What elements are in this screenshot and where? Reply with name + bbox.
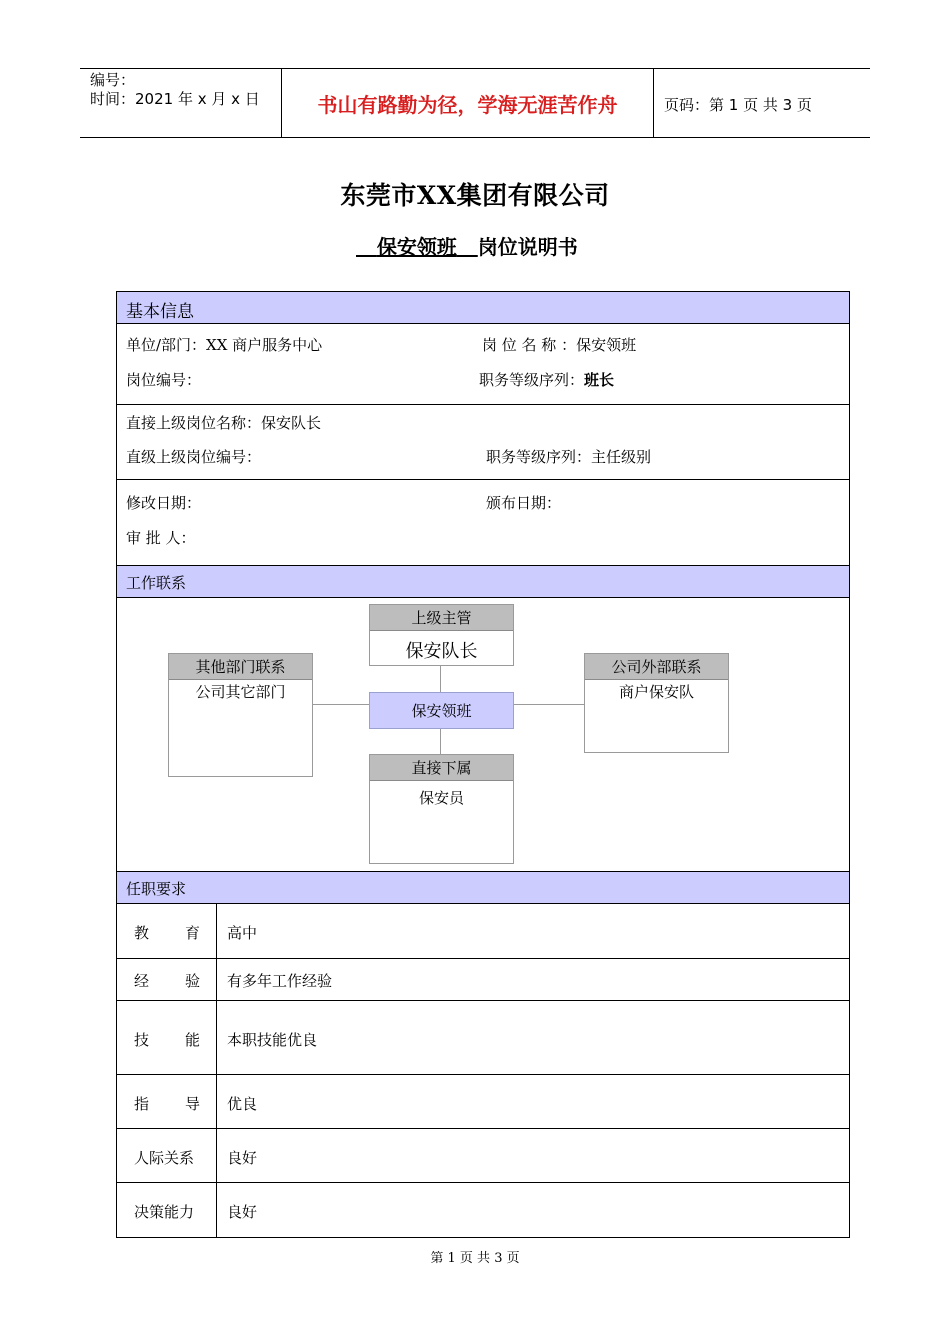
label-char: 能: [184, 1031, 200, 1049]
header-divider: [653, 69, 654, 137]
subordinate-box: [369, 754, 514, 864]
section-title: 工作联系: [126, 574, 187, 592]
section-work-relations: [117, 565, 849, 598]
unit-field: 单位/部门：XX 商户服务中心: [126, 336, 323, 354]
page-header: [80, 68, 870, 138]
time-label: 时间：2021 年 x 月 x 日: [90, 90, 260, 108]
requirement-label-guidance: [134, 1093, 200, 1114]
requirement-value-education: 高中: [227, 924, 258, 942]
superior-number-field: 直级上级岗位编号：: [126, 448, 262, 466]
row-divider: [117, 1000, 849, 1001]
other-department-box: [168, 653, 313, 777]
requirement-value-relations: 良好: [227, 1149, 258, 1167]
row-divider: [117, 1074, 849, 1075]
label-char: 指: [134, 1095, 150, 1113]
external-contact-box: [584, 653, 729, 753]
grade-field: [479, 369, 614, 390]
superior-box: [369, 604, 514, 666]
grade-label: 职务等级序列：: [479, 371, 585, 389]
header-motto: 书山有路勤为径，学海无涯苦作舟: [317, 92, 618, 117]
subtitle-position: 保安领班: [376, 235, 457, 259]
header-page-info: 页码：第 1 页 共 3 页: [664, 96, 812, 114]
label-char: 经: [134, 972, 150, 990]
box-body: 商户保安队: [618, 683, 694, 701]
subtitle-position-underlined: [356, 231, 478, 260]
box-header: 上级主管: [370, 605, 513, 631]
section-title: 基本信息: [126, 302, 194, 322]
superior-grade-field: 职务等级序列：主任级别: [486, 448, 652, 466]
requirement-value-decision: 良好: [227, 1203, 258, 1221]
box-header: 公司外部联系: [585, 654, 728, 680]
post-number-field: 岗位编号：: [126, 371, 202, 389]
label-char: 育: [184, 924, 200, 942]
box-body: 公司其它部门: [195, 683, 286, 701]
current-post-box: 保安领班: [369, 692, 514, 729]
row-divider: [117, 404, 849, 405]
subtitle-suffix: 岗位说明书: [477, 235, 578, 259]
issue-date-field: 颁布日期：: [486, 494, 562, 512]
page-footer: 第 1 页 共 3 页: [430, 1251, 520, 1266]
section-basic-info: [117, 292, 849, 324]
post-name-field: 岗 位 名 称 ：保安领班: [482, 336, 637, 354]
label-char: 验: [184, 972, 200, 990]
row-divider: [117, 1182, 849, 1183]
connector-line: [440, 729, 441, 756]
approver-field: 审 批 人：: [126, 529, 196, 547]
box-body: 保安员: [418, 789, 464, 807]
job-description-form: [116, 291, 850, 1238]
requirement-label-decision: [134, 1201, 200, 1222]
row-divider: [117, 1128, 849, 1129]
requirement-value-skills: 本职技能优良: [227, 1031, 318, 1049]
requirement-label-experience: [134, 970, 200, 991]
label-text: 人际关系: [134, 1149, 195, 1167]
box-body: 保安队长: [405, 641, 478, 662]
label-text: 决策能力: [134, 1203, 195, 1221]
header-meta: [90, 71, 260, 109]
document-subtitle: [356, 231, 578, 260]
row-divider: [117, 958, 849, 959]
header-divider: [281, 69, 282, 137]
grade-value: 班长: [584, 371, 615, 389]
label-char: 教: [134, 924, 150, 942]
superior-name-field: 直接上级岗位名称：保安队长: [126, 414, 322, 432]
modify-date-field: 修改日期：: [126, 494, 202, 512]
connector-line: [513, 704, 584, 705]
label-char: 技: [134, 1031, 150, 1049]
box-header: 其他部门联系: [169, 654, 312, 680]
section-requirements: [117, 871, 849, 904]
requirement-value-experience: 有多年工作经验: [227, 972, 333, 990]
section-title: 任职要求: [126, 880, 187, 898]
column-divider: [216, 904, 217, 1237]
requirement-label-education: [134, 922, 200, 943]
connector-line: [440, 665, 441, 693]
number-label: 编号：: [90, 71, 136, 89]
connector-line: [312, 704, 369, 705]
label-char: 导: [184, 1095, 200, 1113]
requirement-label-relations: [134, 1147, 200, 1168]
row-divider: [117, 479, 849, 480]
document-title: 东莞市XX集团有限公司: [340, 181, 610, 210]
requirement-label-skills: [134, 1029, 200, 1050]
box-header: 直接下属: [370, 755, 513, 781]
requirement-value-guidance: 优良: [227, 1095, 258, 1113]
